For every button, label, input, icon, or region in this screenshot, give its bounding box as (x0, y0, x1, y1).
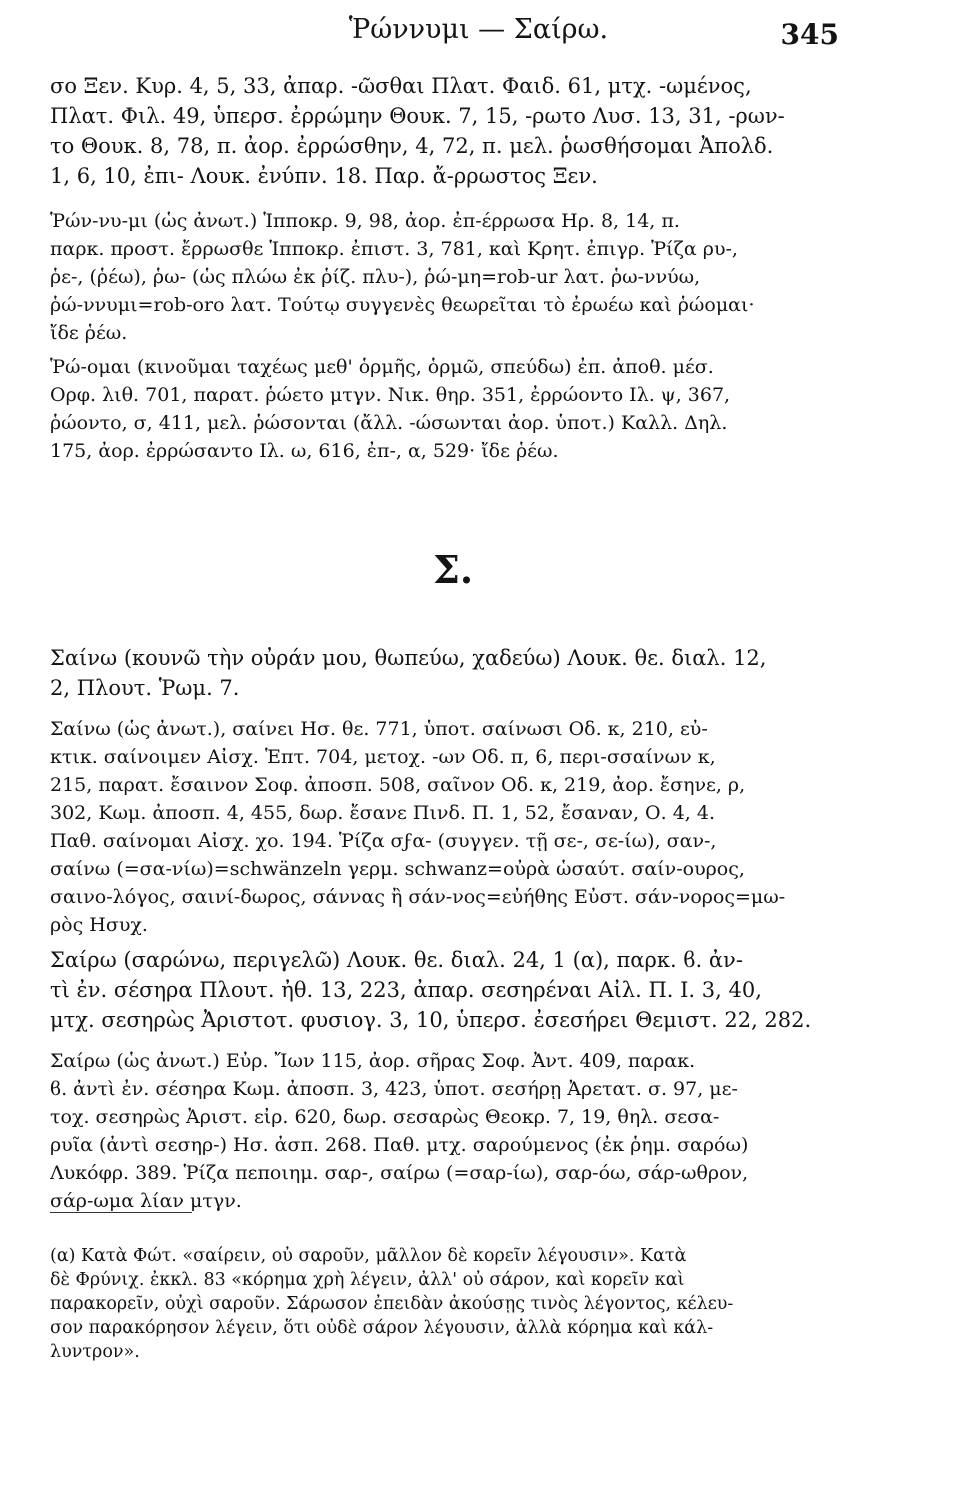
entry-heading-line: Σαίρω (σαρώνω, περιγελῶ) Λουκ. θε. διαλ. 24, 1 (α), παρκ. ϐ. ἀν- (50, 948, 743, 972)
text-line: παρκ. προστ. ἔρρωσθε Ἱπποκρ. ἐπιστ. 3, 781, καὶ Κρητ. ἐπιγρ. Ῥίζα ρυ-, (50, 238, 738, 260)
text-line: τοχ. σεσηρὼς Ἀριστ. εἰρ. 620, δωρ. σεσαρὼς Θεοκρ. 7, 19, θηλ. σεσα- (50, 1106, 720, 1128)
section-letter: Σ. (433, 547, 474, 592)
footnote-line: λυντρον». (50, 1342, 140, 1362)
text-line: σαίνω (=σα-νίω)=schwänzeln γερμ. schwanz=οὐρὰ ὡσαύτ. σαίν-ουρος, (50, 858, 745, 880)
text-line: ρυῖα (ἀντὶ σεσηρ-) Ησ. ἀσπ. 268. Παθ. μτχ. σαρούμενος (ἐκ ῥημ. σαρόω) (50, 1134, 749, 1156)
text-line: το Θουκ. 8, 78, π. ἀορ. ἐρρώσθην, 4, 72, π. μελ. ῥωσθήσομαι Ἀπολδ. (50, 134, 774, 158)
text-line: 1, 6, 10, ἐπι- Λουκ. ἐνύπν. 18. Παρ. ἄ-ρρωστος Ξεν. (50, 164, 598, 188)
text-line: 175, ἀορ. ἐρρώσαντο Ιλ. ω, 616, ἐπ-, α, 529· ἴδε ῥέω. (50, 440, 559, 462)
text-line: Ορφ. λιθ. 701, παρατ. ῥώετο μτγν. Νικ. θηρ. 351, ἐρρώοντο Ιλ. ψ, 367, (50, 384, 731, 406)
text-line: ϐ. ἀντὶ ἐν. σέσηρα Κωμ. ἀποσπ. 3, 423, ὑποτ. σεσήρῃ Ἀρετατ. σ. 97, με- (50, 1078, 738, 1100)
text-line: Παθ. σαίνομαι Αἰσχ. χο. 194. Ῥίζα σϝα- (συγγεν. τῇ σε-, σε-ίω), σαν-, (50, 830, 717, 852)
text-line: 2, Πλουτ. Ῥωμ. 7. (50, 676, 240, 700)
text-line: ῥώοντο, σ, 411, μελ. ῥώσονται (ἄλλ. -ώσωνται ἀορ. ὑποτ.) Καλλ. Δηλ. (50, 412, 728, 434)
footnote-line: παρακορεῖν, οὐχὶ σαροῦν. Σάρωσον ἐπειδὰν ἀκούσῃς τινὸς λέγοντος, κέλευ- (50, 1294, 734, 1314)
text-line: σαινο-λόγος, σαινί-δωρος, σάννας ἢ σάν-νος=εὐήθης Εὐστ. σάν-νορος=μω- (50, 886, 786, 908)
text-line: 302, Κωμ. ἀποσπ. 4, 455, δωρ. ἔσανε Πινδ. Π. 1, 52, ἔσαναν, Ο. 4, 4. (50, 802, 715, 824)
text-line: Σαίνω (ὡς ἀνωτ.), σαίνει Ησ. θε. 771, ὑποτ. σαίνωσι Οδ. κ, 210, εὐ- (50, 718, 708, 740)
text-line: 215, παρατ. ἔσαινον Σοφ. ἀποσπ. 508, σαῖνον Οδ. κ, 219, ἀορ. ἔσηνε, ρ, (50, 774, 746, 796)
text-line: Λυκόφρ. 389. Ῥίζα πεποιημ. σαρ-, σαίρω (=σαρ-ίω), σαρ-όω, σάρ-ωθρον, (50, 1162, 749, 1184)
page-number: 345 (780, 18, 839, 51)
text-line: μτχ. σεσηρὼς Ἀριστοτ. φυσιογ. 3, 10, ὑπερσ. ἐσεσήρει Θεμιστ. 22, 282. (50, 1008, 812, 1032)
text-line: ἴδε ῥέω. (50, 322, 128, 344)
text-line: σάρ-ωμα λίαν μτγν. (50, 1190, 242, 1212)
text-line: ῥε-, (ῥέω), ῥω- (ὡς πλώω ἐκ ῥίζ. πλυ-), ῥώ-μη=rob-ur λατ. ῥω-ννύω, (50, 266, 701, 288)
text-line: τὶ ἐν. σέσηρα Πλουτ. ἠθ. 13, 223, ἀπαρ. σεσηρέναι Αἰλ. Π. Ι. 3, 40, (50, 978, 762, 1002)
text-line: κτικ. σαίνοιμεν Αἰσχ. Ἑπτ. 704, μετοχ. -ων Οδ. π, 6, περι-σσαίνων κ, (50, 746, 716, 768)
text-line: Σαίρω (ὡς ἀνωτ.) Εὐρ. Ἴων 115, ἀορ. σῆρας Σοφ. Ἀντ. 409, παρακ. (50, 1050, 696, 1072)
entry-heading-line: Σαίνω (κουνῶ τὴν οὐράν μου, θωπεύω, χαδεύω) Λουκ. θε. διαλ. 12, (50, 646, 767, 670)
text-line: Ῥών-νυ-μι (ὡς ἀνωτ.) Ἱπποκρ. 9, 98, ἀορ. ἐπ-έρρωσα Ηρ. 8, 14, π. (50, 210, 680, 232)
text-line: Ῥώ-ομαι (κινοῦμαι ταχέως μεθ' ὁρμῆς, ὁρμῶ, σπεύδω) ἐπ. ἀποθ. μέσ. (50, 356, 714, 378)
footnote-line: (α) Κατὰ Φώτ. «σαίρειν, οὐ σαροῦν, μᾶλλον δὲ κορεῖν λέγουσιν». Κατὰ (50, 1246, 687, 1266)
text-line: Πλατ. Φιλ. 49, ὑπερσ. ἐρρώμην Θουκ. 7, 15, -ρωτο Λυσ. 13, 31, -ρων- (50, 104, 785, 128)
text-line: ῥώ-ννυμι=rob-oro λατ. Τούτῳ συγγενὲς θεωρεῖται τὸ ἐρωέω καὶ ῥώομαι· (50, 294, 755, 316)
running-title: Ῥώννυμι — Σαίρω. (348, 14, 609, 45)
text-line: ρὸς Ησυχ. (50, 914, 148, 936)
page-header (0, 14, 957, 58)
footnote-rule (50, 1212, 192, 1213)
text-line: σο Ξεν. Κυρ. 4, 5, 33, ἀπαρ. -ῶσθαι Πλατ. Φαιδ. 61, μτχ. -ωμένος, (50, 74, 752, 98)
footnote-line: σον παρακόρησον λέγειν, ὅτι οὐδὲ σάρον λέγουσιν, ἀλλὰ κόρημα καὶ κάλ- (50, 1318, 714, 1338)
footnote-line: δὲ Φρύνιχ. ἐκκλ. 83 «κόρημα χρὴ λέγειν, ἀλλ' οὐ σάρον, καὶ κορεῖν καὶ (50, 1270, 685, 1290)
